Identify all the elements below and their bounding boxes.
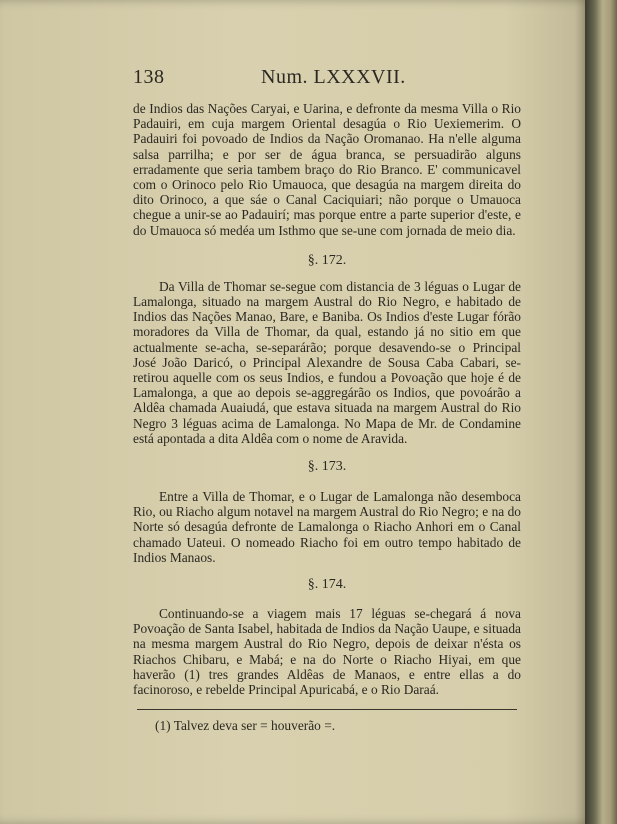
paragraph-174: Continuando-se a viagem mais 17 léguas se-chegará á nova Povoação de Santa Isabel, habitada de Indios da Nação Uaupe, e situada na mesma margem Austral do Rio Negro, depois de deixar n'ésta os Riachos Chibaru, e Mabá; e na do Norte o Riacho Hiyai, em que haverão (1) tres grandes Aldêas de Manaos, e entre ellas a do facinoroso, e rebelde Principal Apuricabá, e o Rio Daraá. (133, 606, 521, 698)
footnote-divider (137, 709, 517, 710)
paragraph-172: Da Villa de Thomar se-segue com distancia de 3 léguas o Lugar de Lamalonga, situado na margem Austral do Rio Negro, e habitado de Indios das Nações Manao, Bare, e Baniba. Os Indios d'este Lugar fórão moradores da Villa de Thomar, da qual, estando já no sitio em que actualmente se-acha, se-separárão; porque desavendo-se o Principal José João Daricó, o Principal Alexandre de Sousa Caba Cabari, se-retirou aquelle com os seus Indios, e fundou a Povoação que hoje é de Lamalonga, a que ao depois se-aggregárão os Indios, que povoárão a Aldêa chamada Auaiudá, que estava situada na margem Austral do Rio Negro 3 léguas acima de Lamalonga. No Mapa de Mr. de Condamine está apontada a dita Aldêa com o nome de Aravida. (133, 278, 521, 446)
page-content (133, 66, 521, 734)
section-heading-174: §. 174. (307, 577, 347, 593)
section-heading-172: §. 172. (307, 252, 347, 268)
page-header (133, 66, 521, 94)
book-edge (585, 0, 617, 824)
running-title: Num. LXXXVII. (261, 66, 406, 88)
paragraph-173: Entre a Villa de Thomar, e o Lugar de Lamalonga não desemboca Rio, ou Riacho algum notavel na margem Austral do Rio Negro; e na do Norte só desagúa defronte de Lamalonga o Riacho Anhori em o Canal chamado Uateui. O nomeado Riacho foi em outro tempo habitado de Indios Manaos. (133, 489, 521, 565)
section-heading-173: §. 173. (307, 459, 347, 475)
paragraph-continuation: de Indios das Nações Caryai, e Uarina, e defronte da mesma Villa o Rio Padauiri, em cuja margem Oriental desagúa o Rio Uexiemerim. O Padauiri foi povoado de Indios da Nação Oromanao. Ha n'elle alguma salsa parrilha; e por ser de água branca, se persuadirão alguns erradamente que seria tambem braço do Rio Branco. E' communicavel com o Orinoco pelo Rio Umauoca, que desagúa na margem direita do dito Orinoco, a que sáe o Canal Caciquiari; não porque o Umauoca chegue a unir-se ao Padauirí; mas porque entre a parte superior d'este, e do Umauoca só medéa um Isthmo que se-une com jornada de meio dia. (133, 101, 521, 238)
footnote: (1) Talvez deva ser = houverão =. (155, 718, 336, 734)
page-number: 138 (133, 66, 165, 88)
